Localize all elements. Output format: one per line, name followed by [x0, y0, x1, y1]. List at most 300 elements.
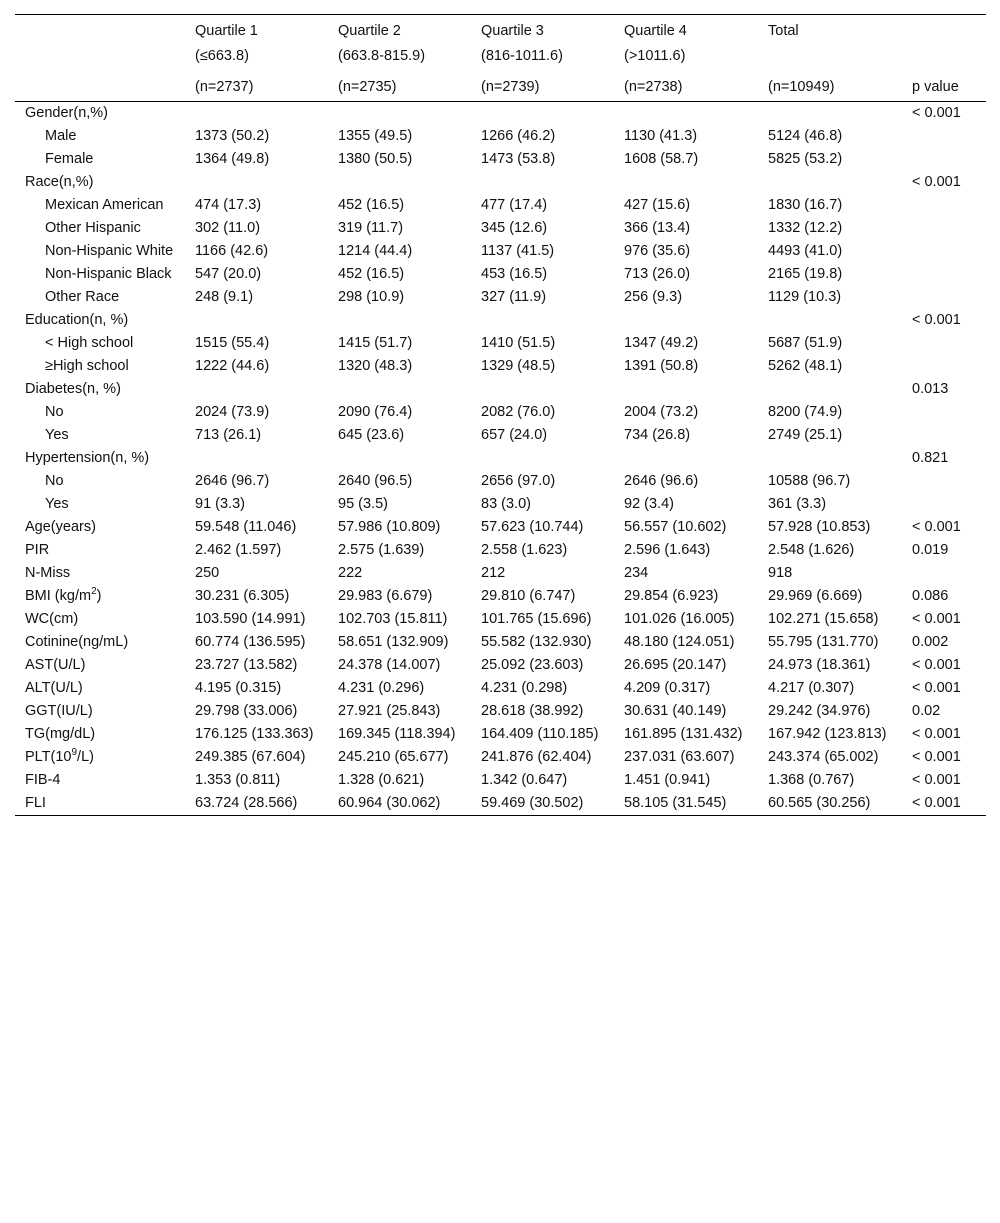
value-cell-q3: 345 (12.6)	[481, 220, 548, 236]
p-value-cell: 0.821	[912, 450, 949, 466]
value-cell-q3: 1137 (41.5)	[481, 243, 555, 259]
header-total: Total	[768, 23, 799, 39]
value-cell-total: 1.368 (0.767)	[768, 772, 855, 788]
p-value-cell: < 0.001	[912, 680, 961, 696]
row-label	[15, 516, 185, 539]
p-value-cell	[902, 240, 986, 263]
value-cell-q2	[328, 102, 471, 126]
value-cell-q3	[471, 171, 614, 194]
value-cell-q1: 23.727 (13.582)	[195, 657, 298, 673]
row-label	[15, 631, 185, 654]
header-cell	[15, 46, 185, 77]
value-cell-total: 2.548 (1.626)	[768, 542, 855, 558]
value-cell-q4: 427 (15.6)	[624, 197, 691, 213]
row-label	[15, 332, 185, 355]
value-cell-q2	[328, 378, 471, 401]
row-label	[15, 585, 185, 608]
value-cell-q1: 1373 (50.2)	[195, 128, 270, 144]
value-cell-q4: 976 (35.6)	[624, 243, 691, 259]
header-cell	[15, 15, 185, 47]
row-label-text: WC(cm)	[25, 611, 79, 627]
value-cell-q3: 1.342 (0.647)	[481, 772, 568, 788]
value-cell-q4: 161.895 (131.432)	[624, 726, 743, 742]
value-cell-q3: 2082 (76.0)	[481, 404, 556, 420]
value-cell-q2: 298 (10.9)	[338, 289, 405, 305]
value-cell-q1: 2.462 (1.597)	[195, 542, 282, 558]
p-value-cell: < 0.001	[912, 726, 961, 742]
value-cell-q4	[614, 171, 758, 194]
value-cell-q2	[328, 171, 471, 194]
value-cell-total: 2749 (25.1)	[768, 427, 843, 443]
value-cell-q4: 734 (26.8)	[624, 427, 691, 443]
value-cell-total: 4.217 (0.307)	[768, 680, 855, 696]
value-cell-q2	[328, 447, 471, 470]
table-row	[15, 677, 986, 700]
table-row	[15, 401, 986, 424]
value-cell-q1: 1166 (42.6)	[195, 243, 269, 259]
row-label-text: FLI	[25, 795, 46, 811]
p-value-cell	[902, 332, 986, 355]
table-row	[15, 378, 986, 401]
value-cell-q4: 4.209 (0.317)	[624, 680, 711, 696]
value-cell-q3: 1473 (53.8)	[481, 151, 556, 167]
row-label-text: Age(years)	[25, 519, 96, 535]
value-cell-q4: 234	[624, 565, 649, 581]
table-row	[15, 171, 986, 194]
value-cell-q1: 103.590 (14.991)	[195, 611, 306, 627]
row-label-superscript: 2	[91, 586, 97, 598]
value-cell-q3: 101.765 (15.696)	[481, 611, 592, 627]
row-label	[15, 769, 185, 792]
value-cell-q1: 2024 (73.9)	[195, 404, 270, 420]
table-row	[15, 125, 986, 148]
value-cell-q2: 60.964 (30.062)	[338, 795, 441, 811]
value-cell-q1	[185, 171, 328, 194]
value-cell-q3: 57.623 (10.744)	[481, 519, 584, 535]
value-cell-q2: 1214 (44.4)	[338, 243, 413, 259]
value-cell-total: 8200 (74.9)	[768, 404, 843, 420]
row-label-text: PIR	[25, 542, 50, 558]
value-cell-q1	[185, 378, 328, 401]
row-label-text: FIB-4	[25, 772, 61, 788]
table-row	[15, 769, 986, 792]
row-label	[15, 125, 185, 148]
value-cell-total: 4493 (41.0)	[768, 243, 843, 259]
value-cell-q3	[471, 378, 614, 401]
p-value-cell	[902, 263, 986, 286]
p-value-cell	[902, 355, 986, 378]
row-label-suffix: )	[96, 588, 102, 604]
header-quartile-4: Quartile 4	[624, 23, 687, 39]
header-quartile-2: Quartile 2	[338, 23, 401, 39]
p-value-cell	[902, 217, 986, 240]
value-cell-q1: 474 (17.3)	[195, 197, 262, 213]
p-value-cell: < 0.001	[912, 312, 961, 328]
value-cell-total: 5825 (53.2)	[768, 151, 843, 167]
table-row	[15, 286, 986, 309]
value-cell-q2: 452 (16.5)	[338, 197, 405, 213]
value-cell-total: 24.973 (18.361)	[768, 657, 871, 673]
p-value-cell: < 0.001	[912, 174, 961, 190]
p-value-cell	[902, 286, 986, 309]
table-row	[15, 240, 986, 263]
header-range-4: (>1011.6)	[624, 48, 686, 64]
row-label-text: Other Race	[45, 289, 120, 305]
value-cell-q1: 4.195 (0.315)	[195, 680, 282, 696]
value-cell-q1	[185, 309, 328, 332]
header-n-4: (n=2738)	[624, 79, 683, 95]
table-row	[15, 332, 986, 355]
header-quartile-1: Quartile 1	[195, 23, 258, 39]
value-cell-q4: 92 (3.4)	[624, 496, 674, 512]
table-row	[15, 516, 986, 539]
table-row	[15, 562, 986, 585]
header-cell	[902, 15, 986, 47]
row-label-text: Other Hispanic	[45, 220, 141, 236]
value-cell-q3: 2656 (97.0)	[481, 473, 556, 489]
table-row	[15, 654, 986, 677]
row-label	[15, 240, 185, 263]
row-label-suffix: /L)	[77, 749, 94, 765]
p-value-cell	[902, 493, 986, 516]
row-label-text: PLT(10	[25, 749, 72, 765]
value-cell-q1: 1515 (55.4)	[195, 335, 270, 351]
row-label-text: TG(mg/dL)	[25, 726, 96, 742]
row-label-text: Yes	[45, 496, 69, 512]
row-label	[15, 171, 185, 194]
row-label-text: Non-Hispanic Black	[45, 266, 172, 282]
value-cell-q3: 1329 (48.5)	[481, 358, 556, 374]
value-cell-q3: 327 (11.9)	[481, 289, 547, 305]
value-cell-q4	[614, 309, 758, 332]
value-cell-total: 57.928 (10.853)	[768, 519, 871, 535]
value-cell-q4: 237.031 (63.607)	[624, 749, 735, 765]
table-row	[15, 539, 986, 562]
table-row	[15, 355, 986, 378]
value-cell-total	[758, 447, 902, 470]
value-cell-q1: 2646 (96.7)	[195, 473, 270, 489]
value-cell-q4: 2646 (96.6)	[624, 473, 699, 489]
header-row-3	[15, 77, 986, 102]
value-cell-q4: 58.105 (31.545)	[624, 795, 727, 811]
row-label	[15, 148, 185, 171]
value-cell-q4	[614, 378, 758, 401]
value-cell-q1: 176.125 (133.363)	[195, 726, 314, 742]
header-quartile-3: Quartile 3	[481, 23, 544, 39]
row-label	[15, 654, 185, 677]
row-label	[15, 447, 185, 470]
value-cell-total: 102.271 (15.658)	[768, 611, 879, 627]
row-label	[15, 470, 185, 493]
value-cell-total: 167.942 (123.813)	[768, 726, 887, 742]
value-cell-q3: 59.469 (30.502)	[481, 795, 584, 811]
value-cell-q2: 29.983 (6.679)	[338, 588, 433, 604]
header-n-3: (n=2739)	[481, 79, 540, 95]
header-row-2	[15, 46, 986, 77]
value-cell-q3: 4.231 (0.298)	[481, 680, 568, 696]
row-label-text: Education(n, %)	[25, 312, 129, 328]
value-cell-total: 918	[768, 565, 793, 581]
p-value-cell	[902, 125, 986, 148]
table-row	[15, 746, 986, 769]
value-cell-q4: 1347 (49.2)	[624, 335, 699, 351]
table-row	[15, 585, 986, 608]
value-cell-total	[758, 102, 902, 126]
value-cell-q4: 1391 (50.8)	[624, 358, 699, 374]
table-row	[15, 148, 986, 171]
row-label-text: < High school	[45, 335, 134, 351]
p-value-cell: < 0.001	[912, 105, 961, 121]
row-label	[15, 608, 185, 631]
value-cell-q1: 60.774 (136.595)	[195, 634, 306, 650]
row-label	[15, 263, 185, 286]
header-n-total: (n=10949)	[768, 79, 835, 95]
table-header	[15, 15, 986, 102]
p-value-cell: < 0.001	[912, 657, 961, 673]
value-cell-q2: 1.328 (0.621)	[338, 772, 425, 788]
row-label	[15, 102, 185, 126]
value-cell-total: 1129 (10.3)	[768, 289, 842, 305]
value-cell-q1: 63.724 (28.566)	[195, 795, 298, 811]
table-container	[15, 14, 985, 816]
p-value-cell: 0.02	[912, 703, 941, 719]
value-cell-q2: 169.345 (118.394)	[338, 726, 456, 742]
p-value-cell	[902, 424, 986, 447]
value-cell-q1: 1364 (49.8)	[195, 151, 270, 167]
row-label	[15, 677, 185, 700]
row-label-text: Yes	[45, 427, 69, 443]
p-value-cell: < 0.001	[912, 749, 961, 765]
value-cell-q1: 248 (9.1)	[195, 289, 254, 305]
value-cell-q1: 91 (3.3)	[195, 496, 245, 512]
value-cell-q3: 164.409 (110.185)	[481, 726, 599, 742]
table-body	[15, 102, 986, 816]
table-row	[15, 792, 986, 816]
row-label	[15, 286, 185, 309]
value-cell-total	[758, 378, 902, 401]
p-value-cell	[902, 401, 986, 424]
value-cell-q2: 2090 (76.4)	[338, 404, 413, 420]
value-cell-total: 10588 (96.7)	[768, 473, 851, 489]
value-cell-q1: 249.385 (67.604)	[195, 749, 306, 765]
value-cell-total	[758, 309, 902, 332]
header-range-1: (≤663.8)	[195, 48, 249, 64]
table-row	[15, 309, 986, 332]
p-value-cell: < 0.001	[912, 795, 961, 811]
header-n-2: (n=2735)	[338, 79, 397, 95]
value-cell-total: 361 (3.3)	[768, 496, 827, 512]
p-value-cell: 0.019	[912, 542, 949, 558]
value-cell-q1: 1222 (44.6)	[195, 358, 270, 374]
value-cell-q3: 241.876 (62.404)	[481, 749, 592, 765]
table-row	[15, 700, 986, 723]
header-p-value: p value	[912, 79, 959, 95]
table-row	[15, 102, 986, 126]
header-cell	[902, 46, 986, 77]
p-value-cell: < 0.001	[912, 519, 961, 535]
table-row	[15, 447, 986, 470]
value-cell-q4: 26.695 (20.147)	[624, 657, 727, 673]
value-cell-q1: 547 (20.0)	[195, 266, 262, 282]
table-row	[15, 631, 986, 654]
row-label-text: No	[45, 404, 64, 420]
value-cell-q4: 101.026 (16.005)	[624, 611, 735, 627]
value-cell-q3: 657 (24.0)	[481, 427, 548, 443]
value-cell-q4: 30.631 (40.149)	[624, 703, 727, 719]
row-label	[15, 309, 185, 332]
value-cell-q1: 713 (26.1)	[195, 427, 262, 443]
p-value-cell	[902, 470, 986, 493]
p-value-cell	[902, 148, 986, 171]
value-cell-q4: 713 (26.0)	[624, 266, 691, 282]
value-cell-q1: 59.548 (11.046)	[195, 519, 297, 535]
row-label-superscript: 9	[71, 747, 78, 759]
row-label	[15, 723, 185, 746]
row-label-text: Diabetes(n, %)	[25, 381, 121, 397]
value-cell-q3	[471, 309, 614, 332]
value-cell-q1: 250	[195, 565, 220, 581]
value-cell-q3: 453 (16.5)	[481, 266, 548, 282]
value-cell-q2: 1320 (48.3)	[338, 358, 413, 374]
value-cell-q4	[614, 102, 758, 126]
value-cell-q3: 477 (17.4)	[481, 197, 548, 213]
value-cell-q3: 55.582 (132.930)	[481, 634, 592, 650]
value-cell-total: 1830 (16.7)	[768, 197, 843, 213]
value-cell-q2: 452 (16.5)	[338, 266, 405, 282]
value-cell-q2: 24.378 (14.007)	[338, 657, 441, 673]
value-cell-q1	[185, 447, 328, 470]
value-cell-q2: 645 (23.6)	[338, 427, 405, 443]
header-cell	[15, 77, 185, 102]
value-cell-q4: 1.451 (0.941)	[624, 772, 711, 788]
value-cell-q3: 1266 (46.2)	[481, 128, 556, 144]
value-cell-q1: 29.798 (33.006)	[195, 703, 298, 719]
p-value-cell	[902, 562, 986, 585]
value-cell-q1: 302 (11.0)	[195, 220, 261, 236]
value-cell-q3: 212	[481, 565, 506, 581]
value-cell-q3: 25.092 (23.603)	[481, 657, 584, 673]
value-cell-total: 29.969 (6.669)	[768, 588, 863, 604]
value-cell-q2: 245.210 (65.677)	[338, 749, 449, 765]
value-cell-q4	[614, 447, 758, 470]
table-row	[15, 470, 986, 493]
value-cell-total: 5124 (46.8)	[768, 128, 843, 144]
row-label	[15, 700, 185, 723]
row-label-text: Mexican American	[45, 197, 164, 213]
value-cell-total: 5687 (51.9)	[768, 335, 843, 351]
table-row	[15, 194, 986, 217]
row-label	[15, 539, 185, 562]
row-label-text: Race(n,%)	[25, 174, 94, 190]
value-cell-total: 29.242 (34.976)	[768, 703, 871, 719]
baseline-characteristics-table	[15, 14, 986, 816]
value-cell-q2	[328, 309, 471, 332]
value-cell-q3: 1410 (51.5)	[481, 335, 556, 351]
row-label-text: GGT(IU/L)	[25, 703, 93, 719]
value-cell-total: 5262 (48.1)	[768, 358, 843, 374]
value-cell-q4: 56.557 (10.602)	[624, 519, 727, 535]
value-cell-q2: 95 (3.5)	[338, 496, 388, 512]
row-label	[15, 792, 185, 816]
value-cell-q3: 2.558 (1.623)	[481, 542, 568, 558]
row-label	[15, 493, 185, 516]
value-cell-q4: 2.596 (1.643)	[624, 542, 711, 558]
row-label-text: ≥High school	[45, 358, 129, 374]
p-value-cell: < 0.001	[912, 772, 961, 788]
row-label-text: AST(U/L)	[25, 657, 86, 673]
value-cell-q4: 2004 (73.2)	[624, 404, 699, 420]
value-cell-q3	[471, 102, 614, 126]
row-label-text: Non-Hispanic White	[45, 243, 174, 259]
value-cell-q2: 102.703 (15.811)	[338, 611, 448, 627]
value-cell-q3	[471, 447, 614, 470]
value-cell-total: 60.565 (30.256)	[768, 795, 871, 811]
value-cell-q2: 58.651 (132.909)	[338, 634, 449, 650]
row-label-text: Gender(n,%)	[25, 105, 109, 121]
table-row	[15, 263, 986, 286]
row-label	[15, 378, 185, 401]
row-label	[15, 355, 185, 378]
value-cell-q2: 4.231 (0.296)	[338, 680, 425, 696]
row-label-text: No	[45, 473, 64, 489]
value-cell-q2: 27.921 (25.843)	[338, 703, 441, 719]
value-cell-q4: 1130 (41.3)	[624, 128, 698, 144]
value-cell-q2: 1355 (49.5)	[338, 128, 413, 144]
row-label-text: Female	[45, 151, 94, 167]
table-row	[15, 723, 986, 746]
table-row	[15, 424, 986, 447]
value-cell-q3: 28.618 (38.992)	[481, 703, 584, 719]
row-label-text: N-Miss	[25, 565, 71, 581]
value-cell-q2: 222	[338, 565, 363, 581]
value-cell-q2: 2.575 (1.639)	[338, 542, 425, 558]
value-cell-total: 55.795 (131.770)	[768, 634, 879, 650]
row-label-text: Cotinine(ng/mL)	[25, 634, 129, 650]
row-label-text: Hypertension(n, %)	[25, 450, 150, 466]
value-cell-q4: 1608 (58.7)	[624, 151, 699, 167]
header-n-1: (n=2737)	[195, 79, 254, 95]
value-cell-q2: 1415 (51.7)	[338, 335, 413, 351]
value-cell-total	[758, 171, 902, 194]
value-cell-total: 1332 (12.2)	[768, 220, 843, 236]
p-value-cell: 0.013	[912, 381, 949, 397]
row-label-text: BMI (kg/m	[25, 588, 92, 604]
p-value-cell: < 0.001	[912, 611, 961, 627]
value-cell-q2: 57.986 (10.809)	[338, 519, 441, 535]
row-label	[15, 217, 185, 240]
row-label	[15, 401, 185, 424]
row-label-text: ALT(U/L)	[25, 680, 83, 696]
value-cell-q1: 1.353 (0.811)	[195, 772, 281, 788]
p-value-cell: 0.086	[912, 588, 949, 604]
value-cell-q3: 83 (3.0)	[481, 496, 531, 512]
header-row-1	[15, 15, 986, 47]
value-cell-total: 2165 (19.8)	[768, 266, 843, 282]
value-cell-q4: 256 (9.3)	[624, 289, 683, 305]
value-cell-q2: 1380 (50.5)	[338, 151, 413, 167]
row-label-text: Male	[45, 128, 77, 144]
p-value-cell: 0.002	[912, 634, 949, 650]
value-cell-q2: 2640 (96.5)	[338, 473, 413, 489]
row-label	[15, 746, 185, 769]
row-label	[15, 562, 185, 585]
value-cell-q2: 319 (11.7)	[338, 220, 404, 236]
value-cell-q4: 366 (13.4)	[624, 220, 691, 236]
value-cell-q1: 30.231 (6.305)	[195, 588, 290, 604]
table-row	[15, 217, 986, 240]
p-value-cell	[902, 194, 986, 217]
header-cell	[758, 46, 902, 77]
